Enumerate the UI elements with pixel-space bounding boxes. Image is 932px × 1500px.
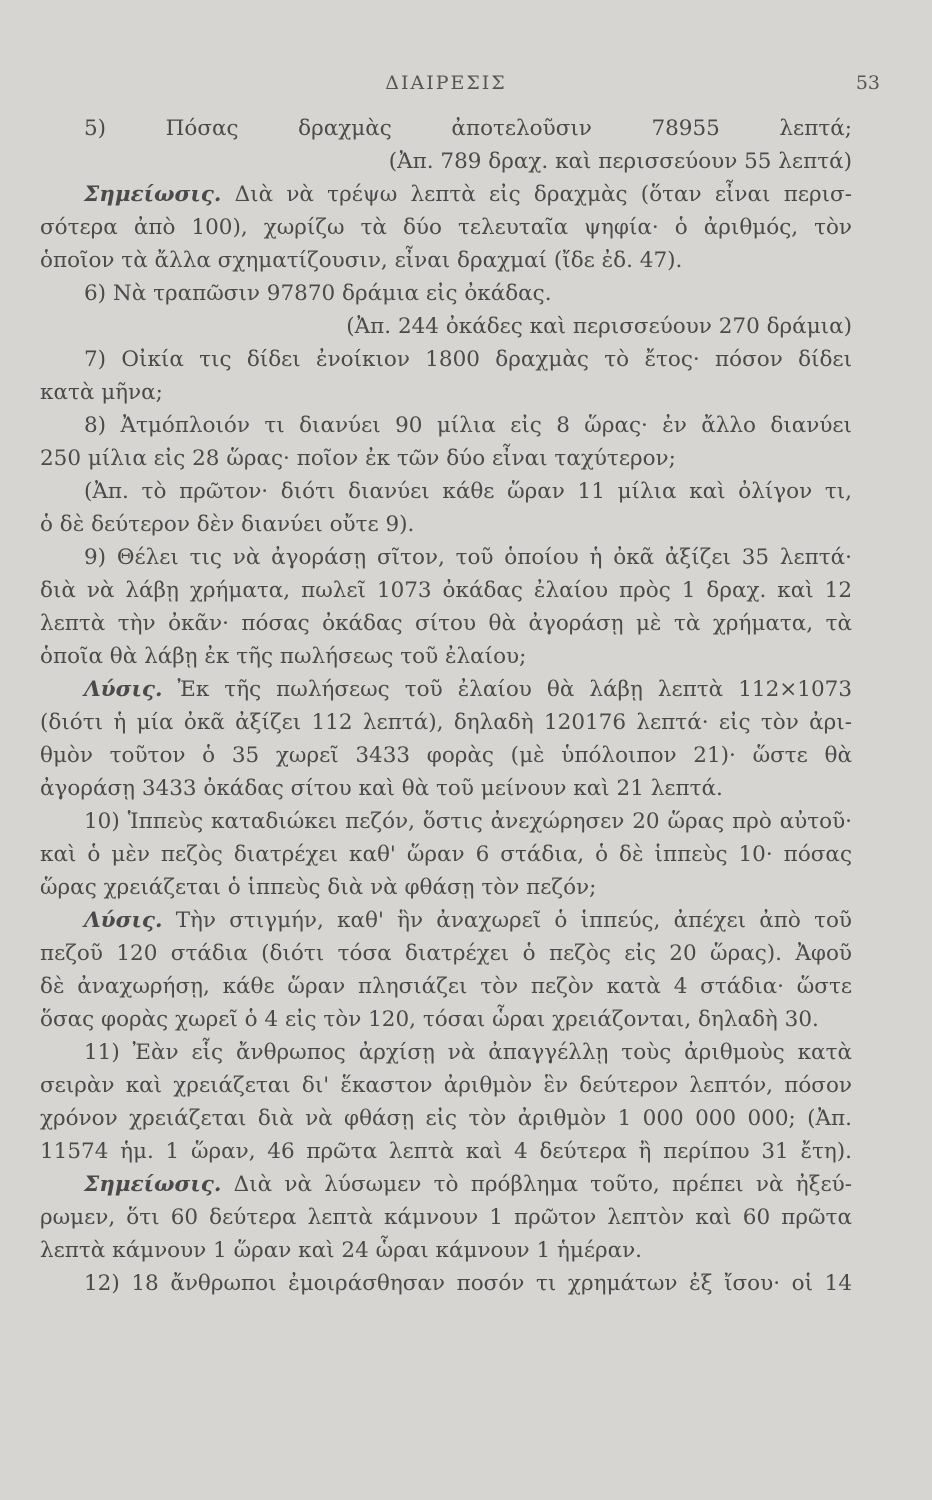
text-line xyxy=(40,673,852,706)
solution-label: Λύσις. xyxy=(84,908,163,933)
answer-line: (Ἀπ. 789 δραχ. καὶ περισσεύουν 55 λεπτά) xyxy=(388,149,852,174)
text-line xyxy=(40,904,852,937)
text-line: 7) Οἰκία τις δίδει ἐνοίκιον 1800 δραχμὰς τὸ ἔτος· πόσον δίδει xyxy=(84,347,852,372)
text-line xyxy=(40,178,852,211)
text-line: χρόνον χρειάζεται διὰ νὰ φθάσῃ εἰς τὸν ἀριθμὸν 1 000 000 000; (Ἀπ. xyxy=(40,1106,852,1131)
text-line: 12) 18 ἄνθρωποι ἐμοιράσθησαν ποσόν τι χρημάτων ἐξ ἴσου· οἱ 14 xyxy=(84,1271,852,1296)
solution-label: Λύσις. xyxy=(84,677,163,702)
text-line: λεπτὰ τὴν ὀκᾶν· πόσας ὀκάδας σίτου θὰ ἀγοράσῃ μὲ τὰ χρήματα, τὰ xyxy=(40,611,852,636)
text-line: (διότι ἡ μία ὀκᾶ ἀξίζει 112 λεπτά), δηλαδὴ 120176 λεπτά· εἰς τὸν ἀρι- xyxy=(40,710,852,735)
text-line: ὁποῖον τὰ ἄλλα σχηματίζουσιν, εἶναι δραχμαί (ἴδε ἐδ. 47). xyxy=(40,248,683,273)
text-line: λεπτὰ κάμνουν 1 ὥραν καὶ 24 ὧραι κάμνουν 1 ἡμέραν. xyxy=(40,1238,643,1263)
text-body xyxy=(40,112,852,1300)
text-line: σειρὰν καὶ χρειάζεται δι' ἕκαστον ἀριθμὸν ἓν δεύτερον λεπτόν, πόσον xyxy=(40,1073,852,1098)
text-line: κατὰ μῆνα; xyxy=(40,380,163,405)
text-line: ἀγοράσῃ 3433 ὀκάδας σίτου καὶ θὰ τοῦ μείνουν καὶ 21 λεπτά. xyxy=(40,776,723,801)
text-line: ὁποῖα θὰ λάβῃ ἐκ τῆς πωλήσεως τοῦ ἐλαίου; xyxy=(40,644,527,669)
text-line: 10) Ἱππεὺς καταδιώκει πεζόν, ὅστις ἀνεχώρησεν 20 ὥρας πρὸ αὐτοῦ· xyxy=(84,809,852,834)
page-header xyxy=(40,72,880,112)
text-line: 250 μίλια εἰς 28 ὥρας· ποῖον ἐκ τῶν δύο εἶναι ταχύτερον; xyxy=(40,446,676,471)
text-line-content: Διὰ νὰ τρέψω λεπτὰ εἰς δραχμὰς (ὅταν εἶναι περισ- xyxy=(234,182,852,207)
text-line: 6) Νὰ τραπῶσιν 97870 δράμια εἰς ὀκάδας. xyxy=(84,281,552,306)
text-line-content: Ἐκ τῆς πωλήσεως τοῦ ἐλαίου θὰ λάβῃ λεπτὰ 112×1073 xyxy=(177,677,852,702)
text-line: ὁ δὲ δεύτερον δὲν διανύει οὔτε 9). xyxy=(40,512,415,537)
text-line: ρωμεν, ὅτι 60 δεύτερα λεπτὰ κάμνουν 1 πρῶτον λεπτὸν καὶ 60 πρῶτα xyxy=(40,1205,852,1230)
text-line: 8) Ἀτμόπλοιόν τι διανύει 90 μίλια εἰς 8 ὥρας· ἐν ἄλλο διανύει xyxy=(84,413,852,438)
note-label: Σημείωσις. xyxy=(84,182,222,207)
text-line xyxy=(40,1168,852,1201)
text-line-content: Τὴν στιγμήν, καθ' ἣν ἀναχωρεῖ ὁ ἱππεύς, ἀπέχει ἀπὸ τοῦ xyxy=(175,908,852,933)
text-line: (Ἀπ. τὸ πρῶτον· διότι διανύει κάθε ὥραν 11 μίλια καὶ ὀλίγον τι, xyxy=(84,479,852,504)
text-line: δὲ ἀναχωρήσῃ, κάθε ὥραν πλησιάζει τὸν πεζὸν κατὰ 4 στάδια· ὥστε xyxy=(40,974,852,999)
text-line: ὅσας φορὰς χωρεῖ ὁ 4 εἰς τὸν 120, τόσαι ὧραι χρειάζονται, δηλαδὴ 30. xyxy=(40,1007,819,1032)
answer-line: (Ἀπ. 244 ὀκάδες καὶ περισσεύουν 270 δράμια) xyxy=(346,314,852,339)
text-line: ὥρας χρειάζεται ὁ ἱππεὺς διὰ νὰ φθάσῃ τὸν πεζόν; xyxy=(40,875,597,900)
page-number: 53 xyxy=(855,72,880,94)
text-line: 11) Ἐὰν εἷς ἄνθρωπος ἀρχίσῃ νὰ ἀπαγγέλλῃ τοὺς ἀριθμοὺς κατὰ xyxy=(84,1040,852,1065)
text-line-content: Διὰ νὰ λύσωμεν τὸ πρόβλημα τοῦτο, πρέπει νὰ ἠξεύ- xyxy=(233,1172,852,1197)
text-line: θμὸν τοῦτον ὁ 35 χωρεῖ 3433 φορὰς (μὲ ὑπόλοιπον 21)· ὥστε θὰ xyxy=(40,743,852,768)
text-line: 9) Θέλει τις νὰ ἀγοράσῃ σῖτον, τοῦ ὁποίου ἡ ὀκᾶ ἀξίζει 35 λεπτά· xyxy=(84,545,852,570)
running-title: ΔΙΑΙΡΕΣΙΣ xyxy=(385,72,507,94)
text-line: διὰ νὰ λάβῃ χρήματα, πωλεῖ 1073 ὀκάδας ἐλαίου πρὸς 1 δραχ. καὶ 12 xyxy=(40,578,852,603)
text-line: καὶ ὁ μὲν πεζὸς διατρέχει καθ' ὥραν 6 στάδια, ὁ δὲ ἱππεὺς 10· πόσας xyxy=(40,842,852,867)
text-line: 5) Πόσας δραχμὰς ἀποτελοῦσιν 78955 λεπτά; xyxy=(84,116,852,141)
text-line: σότερα ἀπὸ 100), χωρίζω τὰ δύο τελευταῖα ψηφία· ὁ ἀριθμός, τὸν xyxy=(40,215,852,240)
note-label: Σημείωσις. xyxy=(84,1172,222,1197)
text-line: πεζοῦ 120 στάδια (διότι τόσα διατρέχει ὁ πεζὸς εἰς 20 ὥρας). Ἀφοῦ xyxy=(40,941,852,966)
text-line: 11574 ἡμ. 1 ὥραν, 46 πρῶτα λεπτὰ καὶ 4 δεύτερα ἢ περίπου 31 ἔτη). xyxy=(40,1139,852,1164)
